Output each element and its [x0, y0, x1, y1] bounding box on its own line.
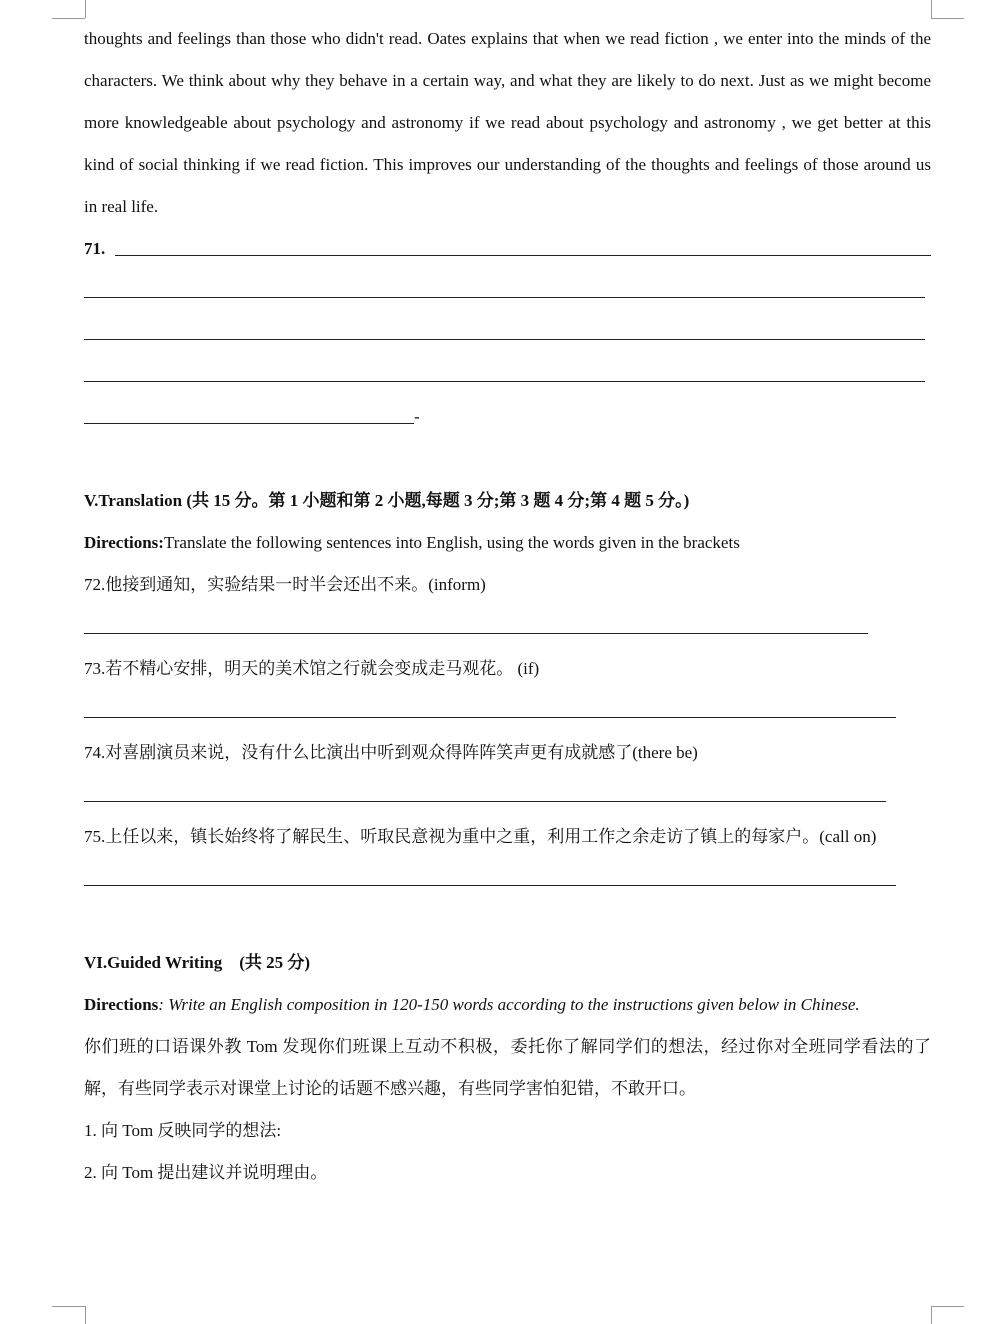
q71-answer-line-1[interactable]: [115, 227, 931, 256]
q75-answer-row: [84, 858, 931, 900]
section-6-point-2: 2. 向 Tom 提出建议并说明理由。: [84, 1163, 328, 1182]
q72-answer-row: [84, 606, 931, 648]
crop-mark-bottom-left-h: [52, 1306, 85, 1307]
spacer: [84, 438, 931, 480]
crop-mark-top-right: [931, 0, 932, 18]
q71-answer-row-2: [84, 270, 931, 312]
q75-prompt: 75.上任以来，镇长始终将了解民生、听取民意视为重中之重，利用工作之余走访了镇上的每家户。(call on): [84, 827, 877, 846]
section-5-directions-label: Directions:: [84, 533, 164, 552]
section-6-directions: [84, 984, 931, 1026]
q74-answer-row: [84, 774, 931, 816]
section-5-title: V.Translation (共 15 分。第 1 小题和第 2 小题,每题 3 分;第 3 题 4 分;第 4 题 5 分。): [84, 491, 690, 510]
crop-mark-bottom-right: [931, 1306, 932, 1324]
q73-answer-line[interactable]: [84, 717, 896, 718]
q71-answer-line-2[interactable]: [84, 297, 925, 298]
q71-end-mark: -: [414, 407, 420, 426]
q71-answer-line-5[interactable]: [84, 423, 414, 424]
section-6-point-1: 1. 向 Tom 反映同学的想法:: [84, 1121, 282, 1140]
q71-first-line: [84, 228, 931, 270]
section-6-directions-label: Directions: [84, 995, 159, 1014]
section-6-directions-text: : Write an English composition in 120-150 words according to the instructions given below in Chinese.: [158, 995, 860, 1014]
q71-answer-line-3[interactable]: [84, 339, 925, 340]
crop-mark-bottom-left: [85, 1306, 86, 1324]
section-5-directions-text: Translate the following sentences into English, using the words given in the brackets: [163, 533, 740, 552]
spacer: [84, 900, 931, 942]
q71-answer-row-5: [84, 396, 931, 438]
q72-prompt: 72.他接到通知，实验结果一时半会还出不来。(inform): [84, 575, 486, 594]
q73-answer-row: [84, 690, 931, 732]
section-5-directions: [84, 522, 931, 564]
q74-answer-line[interactable]: [84, 801, 886, 802]
q75-answer-line[interactable]: [84, 885, 896, 886]
crop-mark-top-right-h: [931, 18, 964, 19]
q73-prompt: 73.若不精心安排，明天的美术馆之行就会变成走马观花。 (if): [84, 659, 540, 678]
passage-paragraph: thoughts and feelings than those who didn't read. Oates explains that when we read fiction , we enter into the minds of the characters. We think about why they behave in a certain way, and what they are likely to do next. Just as we might become more knowledgeable about psychology and astronomy if we read about psychology and astronomy , we get better at this kind of social thinking if we read fiction. This improves our understanding of the thoughts and feelings of those around us in real life.: [84, 29, 931, 216]
q72-answer-line[interactable]: [84, 633, 868, 634]
section-6-title: VI.Guided Writing (共 25 分): [84, 953, 311, 972]
q74-prompt: 74.对喜剧演员来说，没有什么比演出中听到观众得阵阵笑声更有成就感了(there be): [84, 743, 698, 762]
document-content: [84, 18, 931, 1194]
q71-answer-row-3: [84, 312, 931, 354]
section-6-prompt: 你们班的口语课外教 Tom 发现你们班课上互动不积极，委托你了解同学们的想法，经过你对全班同学看法的了解，有些同学表示对课堂上讨论的话题不感兴趣，有些同学害怕犯错，不敢开口。: [84, 1037, 931, 1098]
q71-answer-line-4[interactable]: [84, 381, 925, 382]
crop-mark-top-left-h: [52, 18, 85, 19]
q71-answer-row-4: [84, 354, 931, 396]
crop-mark-bottom-right-h: [931, 1306, 964, 1307]
crop-mark-top-left: [85, 0, 86, 18]
q71-number: 71.: [84, 239, 106, 258]
